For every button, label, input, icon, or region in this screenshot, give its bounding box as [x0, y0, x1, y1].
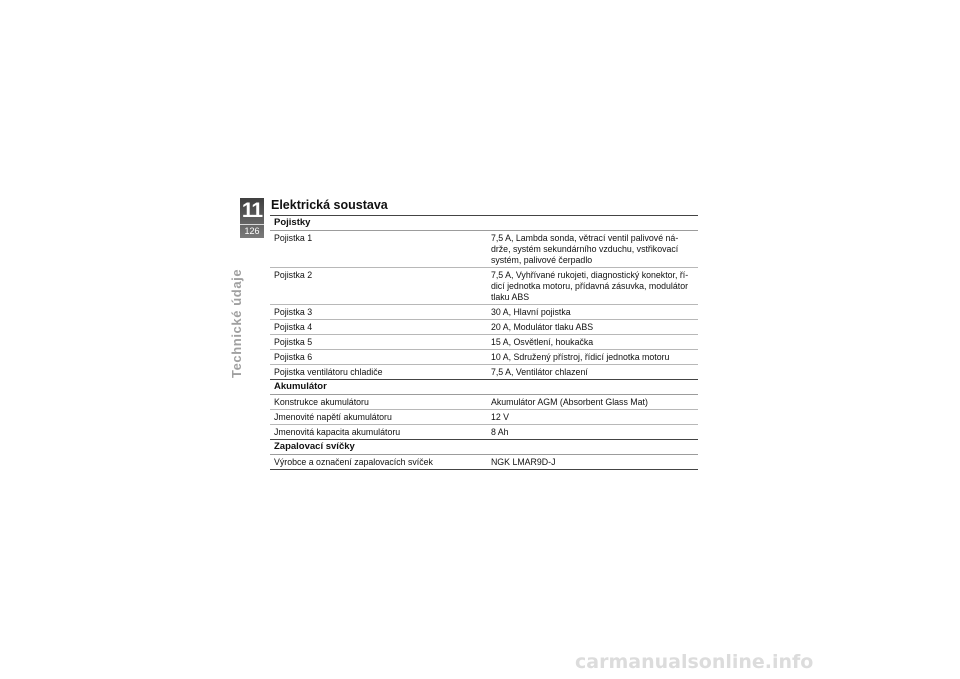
page-number: 126 — [240, 224, 264, 238]
row-label: Konstrukce akumulátoru — [274, 397, 369, 407]
row-value: 30 A, Hlavní pojistka — [490, 307, 571, 317]
section-title: Elektrická soustava — [271, 198, 388, 212]
table-row — [270, 305, 698, 320]
group-title-spark-plugs: Zapalovací svíčky — [270, 440, 698, 455]
spec-table — [270, 215, 698, 470]
row-value: 7,5 A, Lambda sonda, větrací ventil palivové ná- drže, systém sekundárního vzduchu, vstřikovací systém, palivové čerpadlo — [490, 233, 679, 265]
chapter-side-title: Technické údaje — [229, 268, 244, 378]
row-label: Pojistka 4 — [274, 322, 313, 332]
row-label: Pojistka 2 — [274, 270, 313, 280]
row-label: Pojistka 3 — [274, 307, 313, 317]
row-value: 10 A, Sdružený přístroj, řídicí jednotka motoru — [490, 352, 670, 362]
watermark: carmanualsonline.info — [575, 651, 814, 673]
row-label: Jmenovitá kapacita akumulátoru — [274, 427, 401, 437]
row-label: Jmenovité napětí akumulátoru — [274, 412, 392, 422]
group-title-battery: Akumulátor — [270, 380, 698, 395]
table-row — [270, 410, 698, 425]
row-label: Pojistka 5 — [274, 337, 313, 347]
row-value: 20 A, Modulátor tlaku ABS — [490, 322, 594, 332]
row-value: Akumulátor AGM (Absorbent Glass Mat) — [490, 397, 648, 407]
row-value: NGK LMAR9D-J — [490, 457, 556, 467]
row-value: 8 Ah — [490, 427, 509, 437]
table-row — [270, 365, 698, 380]
table-row — [270, 268, 698, 305]
table-row — [270, 350, 698, 365]
table-row — [270, 231, 698, 268]
row-value: 7,5 A, Ventilátor chlazení — [490, 367, 588, 377]
table-row — [270, 455, 698, 470]
table-row — [270, 395, 698, 410]
row-value: 7,5 A, Vyhřívané rukojeti, diagnostický konektor, ří- dicí jednotka motoru, přídavná zásuvka, modulátor tlaku ABS — [490, 270, 689, 302]
row-value: 12 V — [490, 412, 510, 422]
table-row — [270, 320, 698, 335]
chapter-number: 11 — [241, 199, 263, 222]
row-label: Výrobce a označení zapalovacích svíček — [274, 457, 433, 467]
row-label: Pojistka ventilátoru chladiče — [274, 367, 383, 377]
row-value: 15 A, Osvětlení, houkačka — [490, 337, 594, 347]
group-title-fuses: Pojistky — [270, 216, 698, 231]
row-label: Pojistka 6 — [274, 352, 313, 362]
table-row — [270, 335, 698, 350]
chapter-tab — [240, 198, 264, 238]
row-label: Pojistka 1 — [274, 233, 313, 243]
table-row — [270, 425, 698, 440]
